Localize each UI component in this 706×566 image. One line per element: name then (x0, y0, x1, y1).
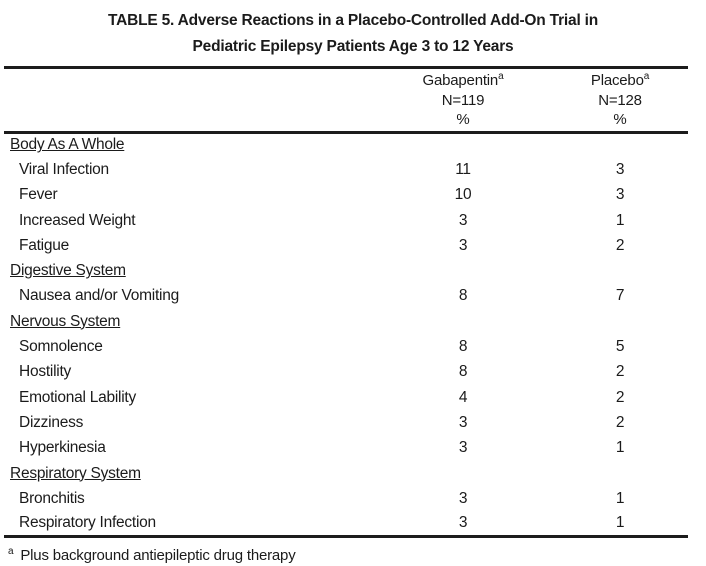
gabapentin-value: 10 (454, 186, 472, 204)
gabapentin-value: 4 (458, 388, 468, 406)
sample-size: N=128 (598, 91, 642, 109)
placebo-value: 2 (615, 363, 625, 381)
column-header-placebo (552, 68, 688, 133)
reaction-label: Increased Weight (19, 211, 136, 229)
section-cell (4, 461, 688, 486)
reaction-label: Somnolence (19, 338, 103, 356)
footnote (8, 547, 706, 564)
adverse-reaction-row (4, 436, 688, 461)
gabapentin-value: 3 (458, 413, 468, 431)
sample-size: N=119 (441, 91, 485, 109)
gabapentin-value: 3 (458, 514, 468, 532)
adverse-reaction-row (4, 334, 688, 359)
column-header-gabapentin (374, 68, 552, 133)
footnote-marker: a (643, 71, 650, 82)
table-title-line1: TABLE 5. Adverse Reactions in a Placebo-Controlled Add-On Trial in (107, 12, 599, 29)
adverse-reaction-row (4, 284, 688, 309)
gabapentin-value: 8 (458, 338, 468, 356)
reaction-label: Viral Infection (19, 160, 109, 178)
adverse-reaction-row (4, 486, 688, 511)
table-title-line2: Pediatric Epilepsy Patients Age 3 to 12 Years (192, 38, 514, 55)
adverse-reaction-row (4, 208, 688, 233)
table-body (4, 132, 688, 537)
adverse-reaction-row (4, 360, 688, 385)
placebo-value: 1 (615, 439, 625, 457)
reaction-label: Emotional Lability (19, 388, 136, 406)
reaction-label: Fever (19, 186, 58, 204)
section-header-row (4, 461, 688, 486)
placebo-value: 1 (615, 489, 625, 507)
section-cell (4, 309, 688, 334)
gabapentin-value: 11 (455, 160, 471, 178)
placebo-value: 5 (615, 338, 625, 356)
gabapentin-value: 3 (458, 439, 468, 457)
reaction-label: Nausea and/or Vomiting (19, 287, 179, 305)
adverse-reaction-row (4, 233, 688, 258)
drug-name: Gabapentin$^a$ (422, 71, 504, 89)
footnote-text: Plus background antiepileptic drug therapy (20, 547, 296, 565)
reaction-label: Hyperkinesia (19, 439, 106, 457)
section-name: Body As A Whole (10, 136, 125, 154)
section-cell (4, 258, 688, 283)
placebo-value: 7 (615, 287, 625, 305)
footnote-marker: a (498, 71, 504, 82)
table-title (0, 0, 706, 60)
placebo-value: 1 (615, 211, 625, 229)
adverse-reaction-row (4, 183, 688, 208)
section-header-row (4, 258, 688, 283)
section-header-row (4, 309, 688, 334)
section-cell (4, 132, 688, 157)
adverse-reaction-row (4, 511, 688, 536)
percent-sign: % (613, 111, 627, 128)
reaction-label: Bronchitis (19, 489, 85, 507)
gabapentin-value: 3 (458, 236, 468, 254)
gabapentin-value: 3 (458, 211, 468, 229)
section-header-row (4, 132, 688, 157)
adverse-reaction-row (4, 157, 688, 182)
column-header-row (4, 68, 688, 133)
placebo-value: 2 (615, 413, 625, 431)
adverse-reactions-table (4, 66, 688, 538)
reaction-label: Hostility (19, 363, 72, 381)
empty-header-cell (4, 68, 374, 133)
section-name: Digestive System (10, 262, 126, 280)
percent-sign: % (456, 111, 470, 128)
adverse-reaction-row (4, 385, 688, 410)
placebo-value: 1 (615, 514, 625, 532)
reaction-label: Dizziness (19, 413, 84, 431)
placebo-value: 3 (615, 160, 625, 178)
section-name: Respiratory System (10, 464, 141, 482)
gabapentin-value: 8 (458, 287, 468, 305)
footnote-marker: a (8, 546, 14, 558)
reaction-label: Respiratory Infection (19, 514, 156, 532)
adverse-reaction-row (4, 410, 688, 435)
section-name: Nervous System (10, 312, 121, 330)
reaction-label: Fatigue (19, 236, 69, 254)
gabapentin-value: 3 (458, 489, 468, 507)
gabapentin-value: 8 (458, 363, 468, 381)
drug-name: Placebo$^a$ (590, 71, 650, 89)
placebo-value: 3 (615, 186, 625, 204)
placebo-value: 2 (615, 236, 625, 254)
placebo-value: 2 (615, 388, 625, 406)
